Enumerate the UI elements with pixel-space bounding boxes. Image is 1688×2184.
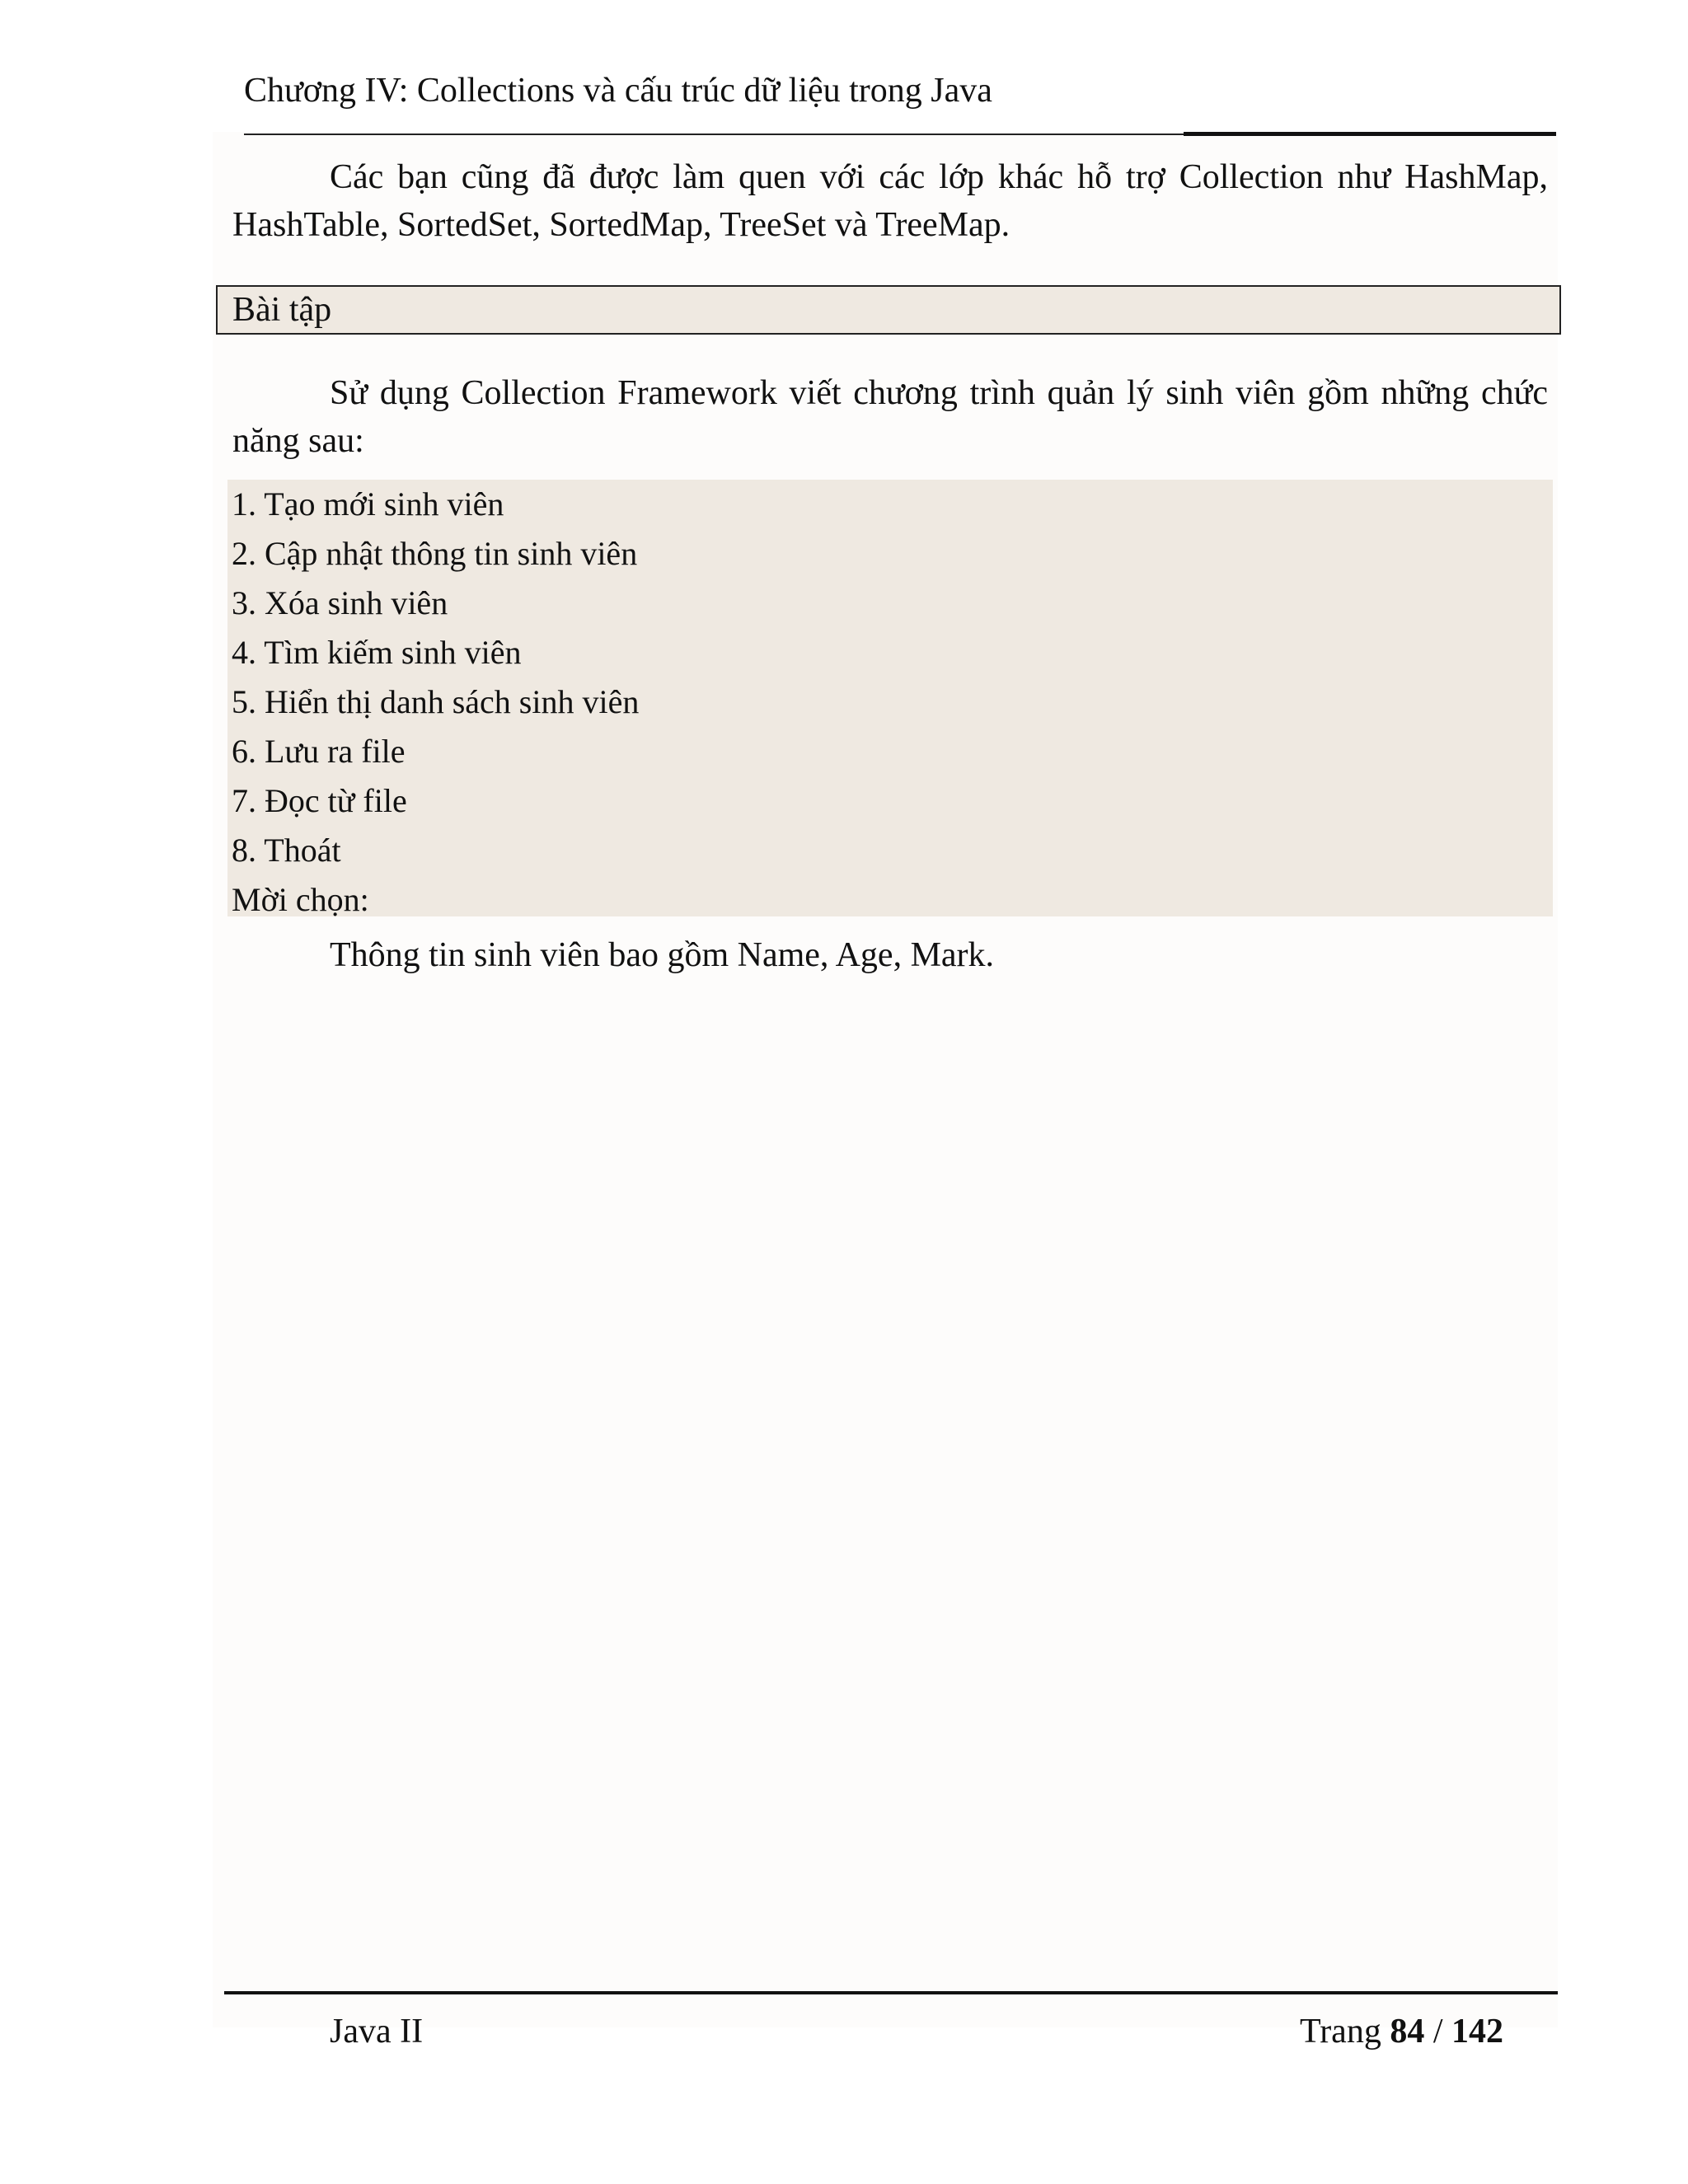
menu-item-search-student: 4. Tìm kiếm sinh viên (232, 634, 522, 671)
footer-page-number (1300, 2008, 1503, 2055)
exercise-heading-box (216, 285, 1561, 335)
header-rule-accent (1184, 132, 1556, 136)
menu-item-save-file: 6. Lưu ra file (232, 733, 406, 770)
menu-item-delete-student: 3. Xóa sinh viên (232, 584, 448, 621)
program-menu-list (227, 480, 1553, 925)
exercise-paragraph: Sử dụng Collection Framework viết chương trình quản lý sinh viên gồm những chức năng sau: (232, 374, 1548, 460)
program-menu-block (227, 480, 1553, 916)
page-label: Trang (1300, 2013, 1381, 2050)
menu-item-create-student: 1. Tạo mới sinh viên (232, 485, 504, 523)
page-separator: / (1432, 2013, 1443, 2050)
menu-item-exit: 8. Thoát (232, 832, 341, 869)
exercise-heading: Bài tập (232, 291, 332, 329)
student-info-paragraph: Thông tin sinh viên bao gồm Name, Age, Mark. (330, 936, 995, 974)
chapter-title: Chương IV: Collections và cấu trúc dữ liệu trong Java (244, 72, 992, 110)
footer-course-name: Java II (330, 2013, 424, 2050)
menu-item-list-students: 5. Hiển thị danh sách sinh viên (232, 683, 640, 720)
menu-item-read-file: 7. Đọc từ file (232, 782, 407, 819)
menu-prompt: Mời chọn: (232, 881, 369, 918)
page-total: 142 (1451, 2013, 1503, 2050)
menu-item-update-student: 2. Cập nhật thông tin sinh viên (232, 535, 638, 572)
page-current: 84 (1390, 2013, 1425, 2050)
intro-paragraph: Các bạn cũng đã được làm quen với các lớp khác hỗ trợ Collection như HashMap, HashTable, SortedSet, SortedMap, TreeSet và TreeMap. (232, 158, 1548, 244)
footer-rule (224, 1991, 1558, 1994)
